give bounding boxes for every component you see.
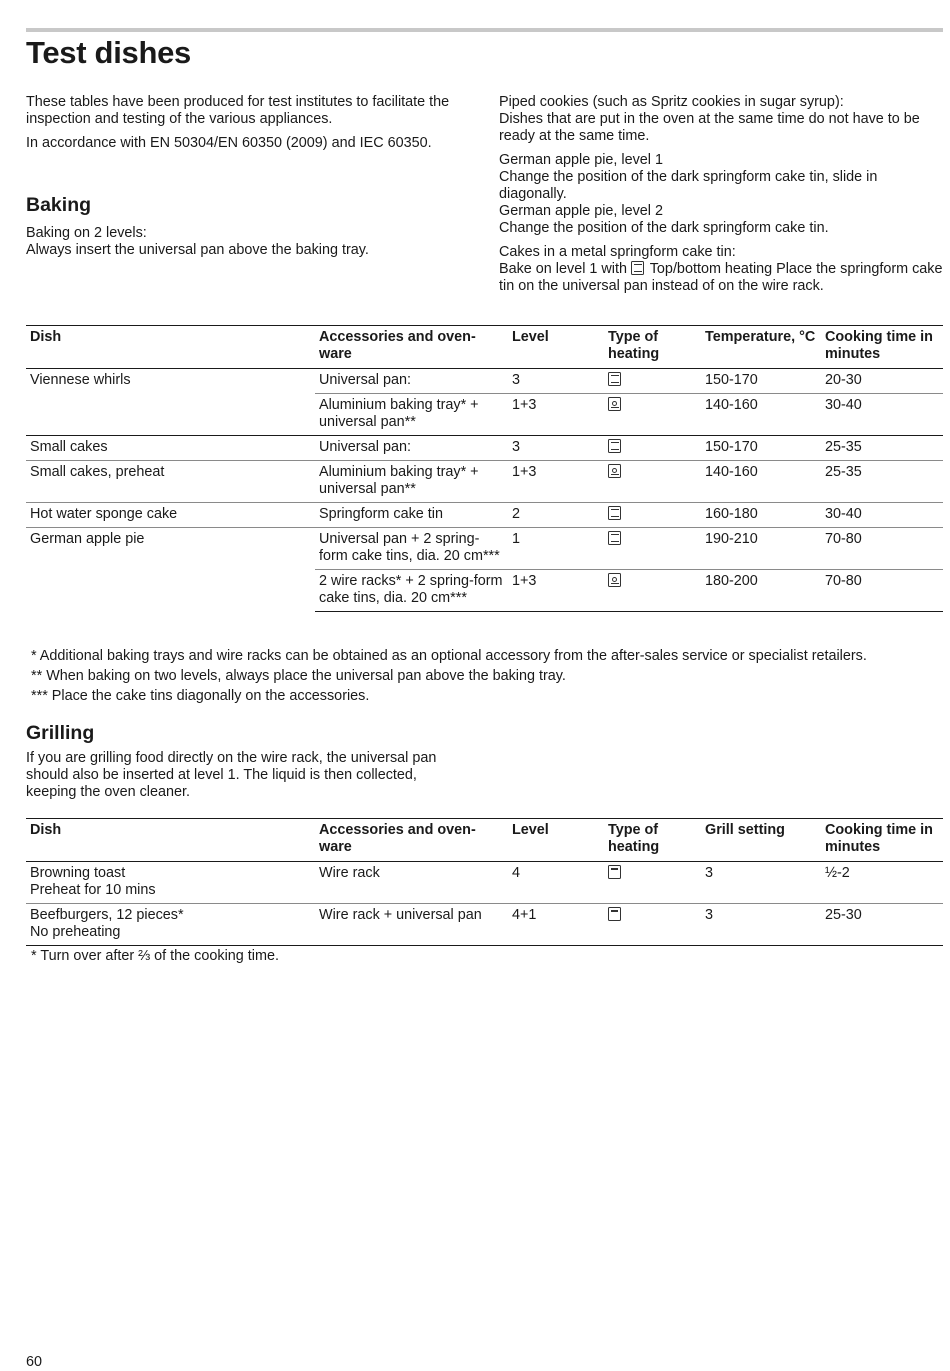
accessories-cell: Wire rack: [319, 865, 380, 881]
table-row: [26, 904, 943, 946]
accessories-cell: Universal pan:: [319, 372, 411, 388]
table-header-row: [26, 819, 943, 862]
intro-paragraph: These tables have been produced for test institutes to facilitate the inspection and testing of the various appliances.: [26, 94, 450, 127]
top-bottom-heating-icon: [608, 439, 621, 453]
grilling-intro: If you are grilling food directly on the wire rack, the universal pan should also be inserted at level 1. The liquid is then collected, keeping the oven cleaner.: [26, 750, 437, 800]
time-cell: 70-80: [821, 528, 943, 570]
column-header: Level: [508, 819, 604, 862]
column-header: Level: [508, 326, 604, 369]
column-header: Cooking time in minutes: [821, 326, 943, 369]
baking-heading: Baking: [26, 194, 92, 216]
footnote: ** When baking on two levels, always place the universal pan above the baking tray.: [31, 668, 566, 684]
footnote: * Turn over after ⅔ of the cooking time.: [31, 948, 279, 964]
level-cell: 1: [508, 528, 604, 570]
grilling-heading: Grilling: [26, 722, 95, 744]
column-header: Cooking time in minutes: [821, 819, 943, 862]
heating-cell: [604, 436, 701, 461]
dish-cell: Small cakes: [26, 436, 315, 461]
heating-cell: [604, 394, 701, 436]
page-number: 60: [26, 1354, 43, 1370]
grilling-table: [26, 818, 943, 946]
table-row: [26, 862, 943, 904]
top-bottom-heating-icon: [631, 261, 644, 275]
table-row: [26, 461, 943, 503]
dish-cell: German apple pie: [26, 528, 315, 612]
heating-cell: [604, 528, 701, 570]
temperature-cell: 140-160: [701, 394, 821, 436]
temperature-cell: 150-170: [701, 436, 821, 461]
top-bottom-heating-icon: [608, 531, 621, 545]
column-header: Grill setting: [701, 819, 821, 862]
column-header: Temperature, °C: [701, 326, 821, 369]
baking-intro: Baking on 2 levels: Always insert the universal pan above the baking tray.: [26, 225, 369, 258]
page-title: Test dishes: [26, 35, 191, 70]
time-cell: 25-30: [821, 904, 943, 946]
dish-cell: Hot water sponge cake: [26, 503, 315, 528]
heating-cell: [604, 862, 701, 904]
full-grill-icon: [608, 907, 621, 921]
accessories-cell: Wire rack + universal pan: [315, 904, 508, 946]
grill-setting-cell: 3: [701, 904, 821, 946]
top-bottom-heating-icon: [608, 506, 621, 520]
footnote: * Additional baking trays and wire racks can be obtained as an optional accessory from the after-sales service or specialist retailers.: [31, 648, 867, 664]
hot-air-icon: [608, 397, 621, 411]
time-cell: 30-40: [821, 503, 943, 528]
accessories-cell: Aluminium baking tray* + universal pan**: [315, 461, 508, 503]
accessories-cell: Universal pan + 2 spring-form cake tins, dia. 20 cm***: [315, 528, 508, 570]
heating-cell: [604, 503, 701, 528]
top-bottom-heating-icon: [608, 372, 621, 386]
table-row: [26, 369, 943, 394]
accessories-cell: Aluminium baking tray* + universal pan**: [315, 394, 508, 436]
dish-cell: Beefburgers, 12 pieces* No preheating: [26, 904, 315, 946]
level-cell: 1+3: [508, 461, 604, 503]
level-cell: 1+3: [508, 394, 604, 436]
footnote: *** Place the cake tins diagonally on the accessories.: [31, 688, 370, 704]
top-rule: [26, 28, 943, 32]
grill-setting-cell: 3: [705, 865, 714, 881]
accessories-cell: 2 wire racks* + 2 spring-form cake tins, dia. 20 cm***: [315, 570, 508, 612]
time-cell: ½-2: [825, 865, 850, 881]
temperature-cell: 160-180: [701, 503, 821, 528]
baking-table: [26, 325, 943, 612]
table-row: [26, 503, 943, 528]
temperature-cell: 190-210: [701, 528, 821, 570]
time-cell: 25-35: [821, 461, 943, 503]
level-cell: 2: [508, 503, 604, 528]
dish-cell: Browning toast Preheat for 10 mins: [30, 865, 156, 898]
full-grill-icon: [608, 865, 621, 879]
heating-cell: [604, 570, 701, 612]
dish-cell: Viennese whirls: [30, 372, 131, 388]
table-header-row: [26, 326, 943, 369]
temperature-cell: 140-160: [701, 461, 821, 503]
accessories-cell: Springform cake tin: [315, 503, 508, 528]
dish-cell: Small cakes, preheat: [26, 461, 315, 503]
note-piped-cookies: Piped cookies (such as Spritz cookies in sugar syrup): Dishes that are put in the oven at the same time do not have to be ready at the same time.: [499, 94, 920, 144]
column-header: Dish: [26, 326, 315, 369]
time-cell: 25-35: [821, 436, 943, 461]
level-cell: 4: [512, 865, 521, 881]
temperature-cell: 150-170: [705, 372, 758, 388]
temperature-cell: 180-200: [701, 570, 821, 612]
note-german-apple-pie: German apple pie, level 1 Change the position of the dark springform cake tin, slide in diagonally. German apple pie, level 2 Change the position of the dark springform cake tin.: [499, 152, 878, 236]
heating-cell: [604, 461, 701, 503]
level-cell: 4+1: [508, 904, 604, 946]
intro-right: [499, 94, 943, 302]
intro-paragraph: In accordance with EN 50304/EN 60350 (2009) and IEC 60350.: [26, 135, 432, 151]
note-springform: Cakes in a metal springform cake tin: Bake on level 1 with Top/bottom heating Place the springform cake tin on the universal pan instead of on the wire rack.: [499, 244, 943, 294]
table-row: [26, 528, 943, 570]
column-header: Accessories and oven-ware: [315, 819, 508, 862]
column-header: Type of heating: [604, 326, 701, 369]
heating-cell: [604, 369, 701, 394]
time-cell: 20-30: [825, 372, 862, 388]
level-cell: 3: [508, 436, 604, 461]
accessories-cell: Universal pan:: [315, 436, 508, 461]
column-header: Accessories and oven-ware: [315, 326, 508, 369]
table-row: [26, 436, 943, 461]
intro-left: [26, 94, 476, 159]
level-cell: 1+3: [508, 570, 604, 612]
hot-air-icon: [608, 573, 621, 587]
column-header: Dish: [26, 819, 315, 862]
column-header: Type of heating: [604, 819, 701, 862]
heating-cell: [604, 904, 701, 946]
hot-air-icon: [608, 464, 621, 478]
time-cell: 70-80: [821, 570, 943, 612]
time-cell: 30-40: [821, 394, 943, 436]
level-cell: 3: [512, 372, 521, 388]
